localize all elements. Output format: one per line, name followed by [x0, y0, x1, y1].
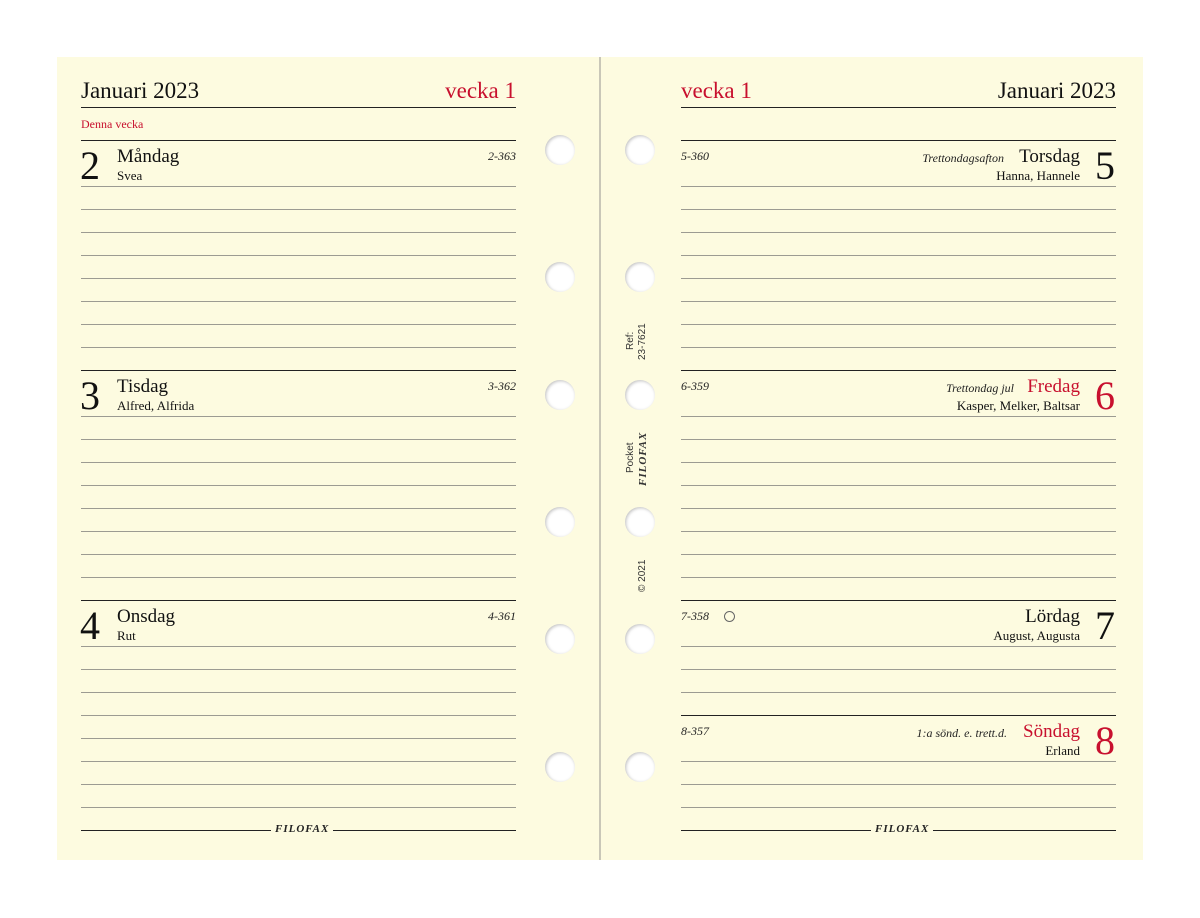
holiday-label: Trettondagsafton: [922, 151, 1004, 165]
ref-label: Ref:: [625, 331, 636, 350]
day-name: Torsdag: [1019, 146, 1080, 167]
writing-line: [81, 485, 516, 486]
writing-line: [81, 669, 516, 670]
day-of-year: 7-358: [681, 609, 709, 623]
punch-hole: [625, 380, 655, 410]
punch-hole: [545, 380, 575, 410]
writing-line: [681, 646, 1116, 647]
spine-filofax-logo: FILOFAX: [637, 431, 649, 486]
day-name: Onsdag: [117, 606, 176, 627]
punch-hole: [625, 507, 655, 537]
writing-line: [81, 232, 516, 233]
writing-line: [81, 416, 516, 417]
copyright-label: © 2021: [637, 559, 648, 592]
writing-line: [681, 439, 1116, 440]
writing-line: [81, 715, 516, 716]
writing-line: [681, 209, 1116, 210]
name-day: Hanna, Hannele: [996, 168, 1080, 183]
day-name: Fredag: [1027, 376, 1080, 397]
writing-line: [81, 439, 516, 440]
punch-hole: [545, 624, 575, 654]
writing-line: [681, 462, 1116, 463]
writing-line: [81, 784, 516, 785]
writing-line: [681, 508, 1116, 509]
writing-line: [81, 738, 516, 739]
name-day: Svea: [117, 168, 143, 183]
writing-line: [681, 255, 1116, 256]
punch-hole: [625, 135, 655, 165]
writing-line: [81, 692, 516, 693]
this-week-label: Denna vecka: [81, 117, 144, 131]
day-separator-rule: [81, 140, 516, 141]
holiday-label: 1:a sönd. e. trett.d.: [916, 726, 1007, 740]
day-name: Måndag: [117, 146, 180, 167]
writing-line: [81, 531, 516, 532]
right-week-label: vecka 1: [681, 78, 752, 103]
day-number: 5: [1095, 143, 1115, 188]
writing-line: [81, 255, 516, 256]
writing-line: [681, 324, 1116, 325]
new-moon-icon: [724, 611, 735, 622]
holiday-label: Trettondag jul: [946, 381, 1014, 395]
writing-line: [81, 807, 516, 808]
writing-line: [81, 554, 516, 555]
writing-line: [681, 416, 1116, 417]
punch-hole: [545, 262, 575, 292]
day-separator-rule: [681, 140, 1116, 141]
writing-line: [681, 761, 1116, 762]
day-of-year: 3-362: [488, 379, 516, 393]
writing-line: [81, 301, 516, 302]
day-number: 7: [1095, 603, 1115, 648]
name-day: August, Augusta: [993, 628, 1080, 643]
name-day: Alfred, Alfrida: [117, 398, 195, 413]
writing-line: [81, 209, 516, 210]
day-separator-rule: [681, 715, 1116, 716]
page-spine: [599, 57, 601, 860]
day-number: 8: [1095, 718, 1115, 763]
writing-line: [681, 577, 1116, 578]
writing-line: [81, 508, 516, 509]
ref-code: 23-7621: [637, 323, 648, 360]
punch-hole: [545, 507, 575, 537]
writing-line: [681, 807, 1116, 808]
writing-line: [81, 462, 516, 463]
left-header-rule: [81, 107, 516, 108]
name-day: Rut: [117, 628, 136, 643]
day-number: 3: [80, 373, 100, 418]
right-header-rule: [681, 107, 1116, 108]
day-name: Söndag: [1023, 721, 1080, 742]
writing-line: [81, 347, 516, 348]
day-number: 2: [80, 143, 100, 188]
punch-hole: [625, 624, 655, 654]
punch-hole: [625, 752, 655, 782]
day-separator-rule: [681, 600, 1116, 601]
writing-line: [681, 784, 1116, 785]
day-of-year: 5-360: [681, 149, 709, 163]
filofax-logo: FILOFAX: [871, 824, 933, 835]
day-of-year: 8-357: [681, 724, 709, 738]
writing-line: [81, 646, 516, 647]
writing-line: [681, 554, 1116, 555]
writing-line: [81, 278, 516, 279]
day-name: Lördag: [1025, 606, 1080, 627]
day-of-year: 6-359: [681, 379, 709, 393]
writing-line: [681, 692, 1116, 693]
writing-line: [681, 186, 1116, 187]
writing-line: [81, 324, 516, 325]
left-week-label: vecka 1: [445, 78, 516, 103]
writing-line: [681, 278, 1116, 279]
day-of-year: 4-361: [488, 609, 516, 623]
name-day: Erland: [1045, 743, 1080, 758]
writing-line: [681, 531, 1116, 532]
writing-line: [81, 761, 516, 762]
left-month-title: Januari 2023: [81, 78, 200, 103]
punch-hole: [545, 135, 575, 165]
writing-line: [681, 485, 1116, 486]
punch-hole: [545, 752, 575, 782]
day-of-year: 2-363: [488, 149, 516, 163]
writing-line: [681, 347, 1116, 348]
day-name: Tisdag: [117, 376, 169, 397]
name-day: Kasper, Melker, Baltsar: [956, 398, 1080, 413]
day-separator-rule: [681, 370, 1116, 371]
right-month-title: Januari 2023: [997, 78, 1116, 103]
pocket-label: Pocket: [625, 442, 636, 473]
punch-hole: [625, 262, 655, 292]
writing-line: [681, 232, 1116, 233]
filofax-logo: FILOFAX: [271, 824, 333, 835]
writing-line: [81, 577, 516, 578]
day-number: 4: [80, 603, 100, 648]
day-separator-rule: [81, 600, 516, 601]
day-separator-rule: [81, 370, 516, 371]
day-number: 6: [1095, 373, 1115, 418]
writing-line: [81, 186, 516, 187]
writing-line: [681, 301, 1116, 302]
writing-line: [681, 669, 1116, 670]
